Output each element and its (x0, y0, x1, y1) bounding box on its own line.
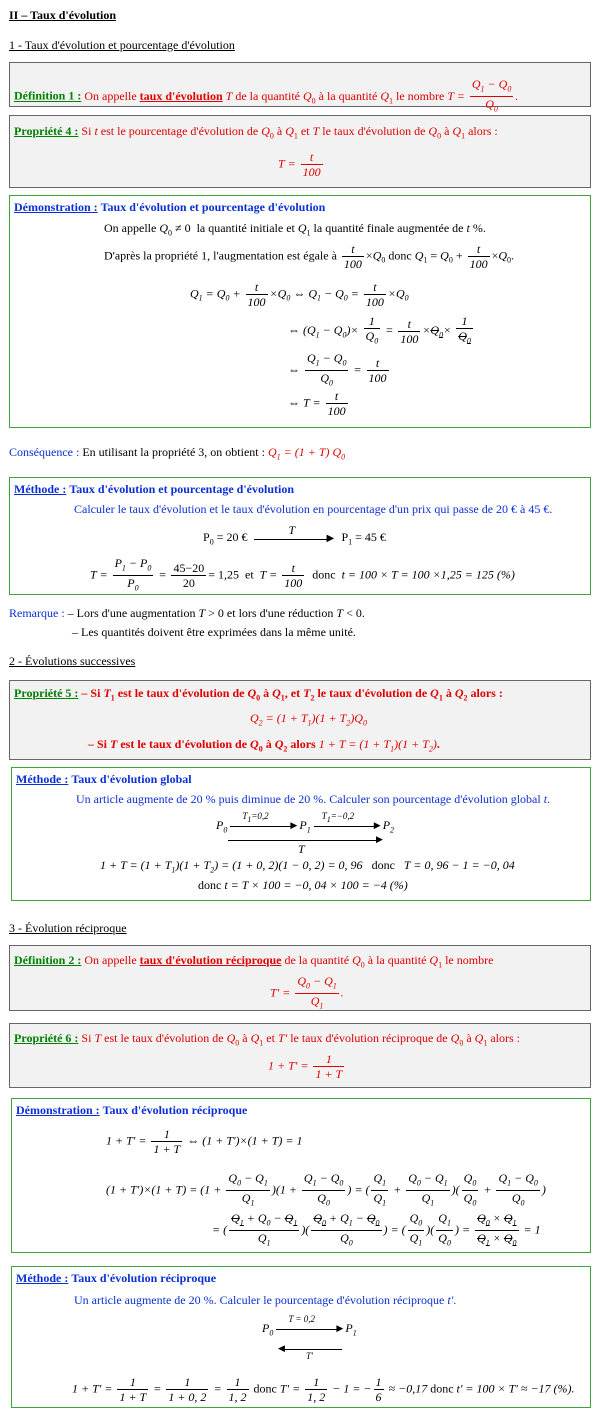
remark-label: Remarque : (9, 606, 65, 620)
property-6-formula: 1 + T' = $\frac{1}{1 + T}$ (268, 1052, 343, 1081)
method-1-calculation: T = $\frac{P_1 - P_0}{P_0}$ = $\frac{45-20}{20}$ = 1,25 et T = $\frac{t}{100}$ donc t = 100 × T = 100 ×1,25 = 125 (%) (90, 556, 515, 593)
property-6-box (9, 1023, 591, 1088)
remark-line-2: – Les quantités doivent être exprimées dans la même unité. (72, 625, 356, 639)
demonstration-1-eq-1: $Q_1 = Q_0$ + $\frac{t}{100}$ $\times Q_0$ ⇔ $Q_1 - Q_0$ = $\frac{t}{100}$ $\times Q_0$ (190, 280, 409, 309)
method-1-arrow: $P_0 = 20$ € T ▶ $P_1 = 45$ € (203, 523, 386, 547)
property-6-label: Propriété 6 : (14, 1031, 79, 1045)
definition-1-formula: T = $\frac{Q_1 - Q_0}{Q_0}$ . (447, 77, 519, 114)
method-1-box (9, 477, 591, 595)
method-3-label: Méthode : (16, 1271, 69, 1285)
consequence: Conséquence : En utilisant la propriété 3, on obtient : $Q_1 = (1 + T)$ $Q_0$ (9, 445, 346, 462)
demonstration-2-eq-3: = ( $\frac{Q_1 + Q_0 - Q_1}{Q_1}$ )( $\frac{Q_0 + Q_1 - Q_0}{Q_0}$ ) = ( $\frac{Q_0}{Q_1}$ )( $\frac{Q_1}{Q_0}$ ) = $\frac{Q_0 \times Q_1}{Q_1 \times Q_0}$ = 1 (212, 1211, 541, 1248)
definition-2-box (9, 945, 591, 1011)
method-2-title: Taux d'évolution global (71, 772, 192, 786)
method-2-box (11, 767, 591, 901)
demonstration-1-label: Démonstration : (14, 200, 98, 214)
demonstration-2-box (11, 1098, 591, 1253)
page-title: II – Taux d'évolution (9, 8, 117, 22)
demonstration-2-eq-1: 1 + T' = $\frac{1}{1 + T}$ ⇔ (1 + T')×(1 + T) = 1 (106, 1127, 303, 1156)
method-1-label: Méthode : (14, 482, 67, 496)
property-4-formula: T = $\frac{t}{100}$ (278, 150, 321, 179)
property-5-line-1: – Si $T_1$ est le taux d'évolution de $Q_0$ à $Q_1$, et $T_2$ le taux d'évolution de $Q_1$ à $Q_2$ alors : (81, 686, 503, 703)
section-3-title: 3 - Évolution réciproque (9, 921, 127, 935)
definition-2-text: On appelle taux d'évolution réciproque de la quantité $Q_0$ à la quantité $Q_1$ le nombre (84, 953, 494, 970)
definition-1-text: On appelle taux d'évolution T de la quantité $Q_0$ à la quantité $Q_1$ le nombre (84, 88, 445, 106)
definition-2-label: Définition 2 : (14, 953, 82, 967)
consequence-formula: $Q_1 = (1 + T)$ $Q_0$ (267, 445, 346, 462)
property-4-label: Propriété 4 : (14, 124, 79, 138)
method-2-arrow: $P_0$ $T_1=0,2$ ▶ $P_1$ $T_1=-0,2$ ▶ $P_2$ ▶ T (216, 811, 395, 856)
method-1-title: Taux d'évolution et pourcentage d'évolution (69, 482, 295, 496)
demonstration-2-eq-2: (1 + T')×(1 + T) = (1 + $\frac{Q_0 - Q_1}{Q_1}$ )(1 + $\frac{Q_1 - Q_0}{Q_0}$ ) = ( $\frac{Q_1}{Q_1}$ + $\frac{Q_0 - Q_1}{Q_1}$ )( $\frac{Q_0}{Q_0}$ + $\frac{Q_1 - Q_0}{Q_0}$ ) (106, 1171, 546, 1208)
property-5-box (9, 680, 591, 760)
method-3-text: Un article augmente de 20 %. Calculer le pourcentage d'évolution réciproque t'. (74, 1293, 457, 1307)
property-5-line-2: – Si T est le taux d'évolution de $Q_0$ à $Q_2$ alors $1 + T = (1 + T_1)(1 + T_2)$. (88, 737, 440, 754)
property-4-text: Si t est le pourcentage d'évolution de $Q_0$ à $Q_1$ et T le taux d'évolution de $Q_0$ à $Q_1$ alors : (81, 124, 498, 141)
method-3-title: Taux d'évolution réciproque (71, 1271, 217, 1285)
method-3-box (11, 1266, 591, 1408)
demonstration-1-line-1: On appelle $Q_0 \ne 0$ la quantité initiale et $Q_1$ la quantité finale augmentée de t %. (104, 221, 486, 238)
demonstration-1-eq-2: ⇔ $(Q_1 - Q_0)\times$ $\frac{1}{Q_0}$ = $\frac{t}{100}$ $\times Q_0\times$ $\frac{1}{Q_0}$ (288, 314, 471, 346)
definition-2-formula: T' = $\frac{Q_0 - Q_1}{Q_1}$ . (270, 974, 344, 1011)
demonstration-1-eq-3: ⇔ $\frac{Q_1 - Q_0}{Q_0}$ = $\frac{t}{100}$ (288, 351, 387, 388)
property-4-box (9, 115, 591, 188)
property-6-text: Si T est le taux d'évolution de $Q_0$ à $Q_1$ et T' le taux d'évolution réciproque de $Q_0$ à $Q_1$ alors : (81, 1031, 520, 1048)
demonstration-1-box (9, 195, 591, 428)
method-3-arrow: $P_0$ T = 0,2 ▶ $P_1$ ◀ T' (262, 1314, 357, 1361)
definition-1-box (9, 62, 591, 114)
method-2-label: Méthode : (16, 772, 69, 786)
property-5-label: Propriété 5 : (14, 686, 79, 700)
demonstration-2-title: Taux d'évolution réciproque (102, 1103, 248, 1117)
method-2-text: Un article augmente de 20 % puis diminue de 20 %. Calculer son pourcentage d'évolution global t. (76, 792, 551, 806)
section-2-title: 2 - Évolutions successives (9, 654, 136, 668)
consequence-label: Conséquence : (9, 445, 80, 459)
property-5-formula-1: $Q_2 = (1 + T_1)(1 + T_2)Q_0$ (250, 711, 367, 728)
demonstration-2-label: Démonstration : (16, 1103, 100, 1117)
method-2-calculation-2: donc t = T × 100 = −0, 04 × 100 = −4 (%) (198, 878, 408, 892)
method-2-calculation-1: $1 + T = (1 + T_1)(1 + T_2) = (1 + 0$, 2)(1 − 0, 2) = 0, 96 donc T = 0, 96 − 1 = −0, 04 (100, 858, 515, 875)
section-1-title: 1 - Taux d'évolution et pourcentage d'évolution (9, 38, 235, 52)
demonstration-1-eq-4: ⇔ T = $\frac{t}{100}$ (288, 389, 346, 418)
remark-line-1: Remarque : – Lors d'une augmentation T > 0 et lors d'une réduction T < 0. (9, 606, 365, 620)
definition-1-label: Définition 1 : (14, 88, 82, 103)
method-1-text: Calculer le taux d'évolution et le taux d'évolution en pourcentage d'un prix qui passe de 20 € à 45 €. (74, 502, 553, 516)
demonstration-1-line-2: D'après la propriété 1, l'augmentation est égale à $\frac{t}{100}$ $\times Q_0$ donc $Q_1 = Q_0$ + $\frac{t}{100}$ $\times Q_0$. (104, 242, 515, 271)
method-3-calculation: 1 + T' = $\frac{1}{1 + T}$ = $\frac{1}{1 + 0, 2}$ = $\frac{1}{1, 2}$ donc T' = $\frac{1}{1, 2}$ − 1 = − $\frac{1}{6}$ ≈ −0,17 donc t' = 100 × T' ≈ −17 (%). (72, 1375, 575, 1404)
demonstration-1-title: Taux d'évolution et pourcentage d'évolution (100, 200, 326, 214)
